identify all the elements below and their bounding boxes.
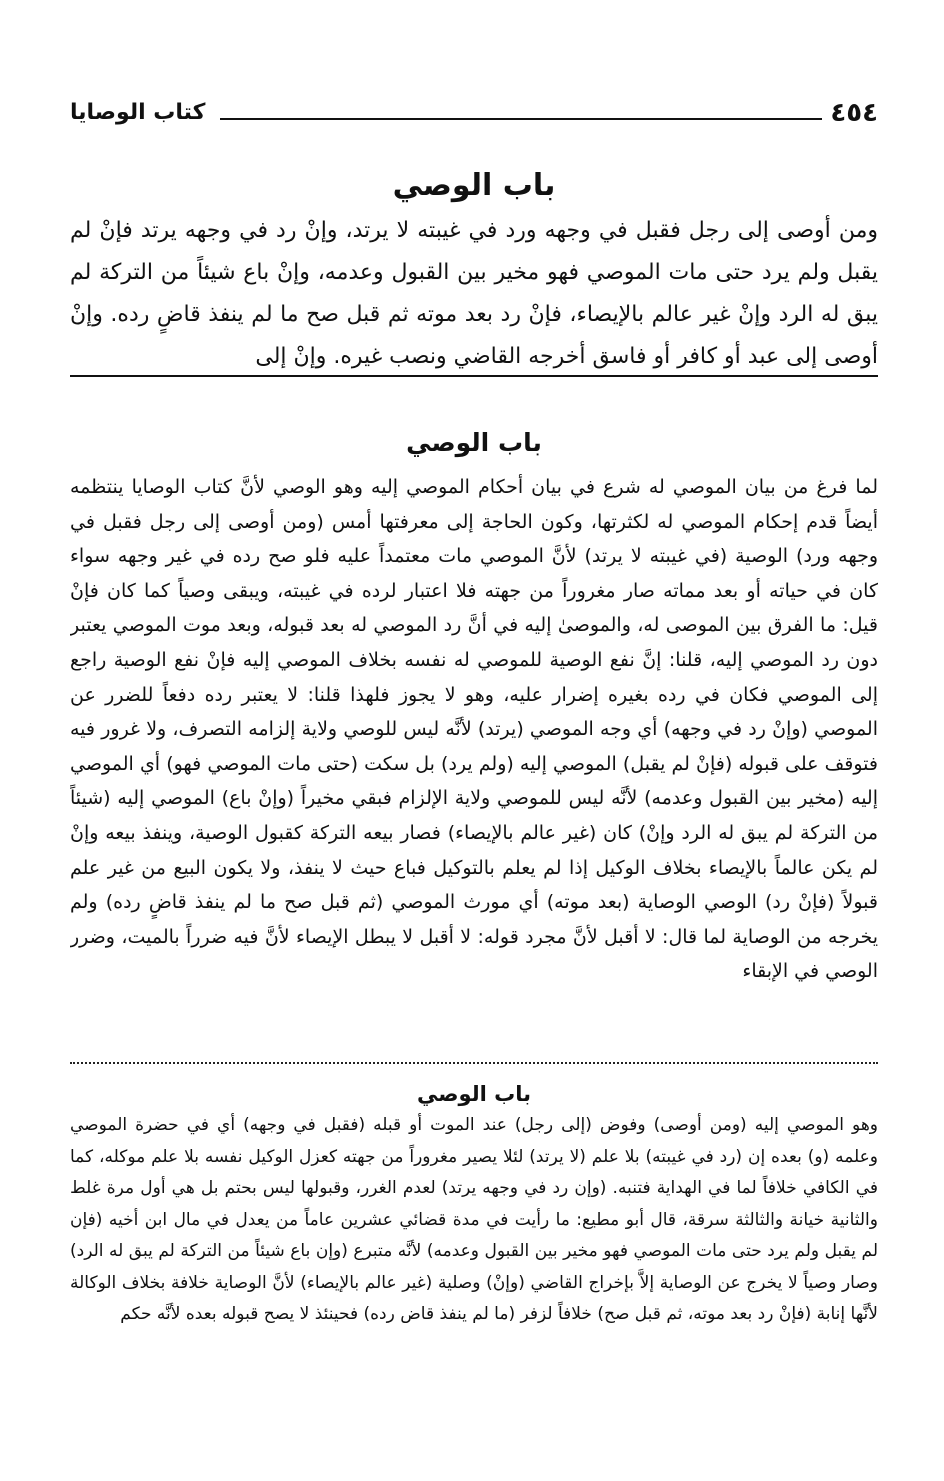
commentary-divider	[70, 1062, 878, 1064]
matn-divider	[70, 375, 878, 377]
running-title: كتاب الوصايا	[70, 100, 206, 125]
page-header	[70, 98, 878, 132]
matn-text: ومن أوصى إلى رجل فقبل في وجهه ورد في غيبته لا يرتد، وإنْ رد في وجهه يرتد فإنْ لم يقبل ولم يرد حتى مات الموصي فهو مخير بين القبول وعدمه، وإنْ باع شيئاً من التركة لم يبق له الرد وإنْ غير عالم بالإيصاء، فإنْ رد بعد موته ثم قبل صح ما لم ينفذ قاضٍ رده. وإنْ أوصى إلى عبد أو كافر أو فاسق أخرجه القاضي ونصب غيره. وإنْ إلى	[70, 218, 878, 369]
section1-heading: باب الوصي	[392, 168, 556, 203]
commentary-text-1: لما فرغ من بيان الموصي له شرع في بيان أحكام الموصي إليه وهو الوصي لأنَّ كتاب الوصايا ينتظمه أيضاً قدم إحكام الموصي له لكثرتها، وكون الحاجة إلى معرفتها أمس (ومن أوصى إلى رجل فقبل في وجهه ورد) الوصية (في غيبته لا يرتد) لأنَّ الموصي مات معتمداً عليه فلو صح رده في غير وجهه سواء كان في حياته أو بعد مماته صار مغروراً من جهته فلا اعتبار لرده في غيبته، ويبقى وصياً كما كان فإنْ قيل: ما الفرق بين الموصى له، والموصىٰ إليه في أنَّ رد الموصي له بعد قبوله، وبعد موت الموصي يعتبر دون رد الموصي إليه، قلنا: إنَّ نفع الوصية للموصي له نفسه بخلاف الموصي إليه فإنْ نفع الوصية راجع إلى الموصي فكان في رده بغيره إضرار عليه، وهو لا يجوز فلهذا قلنا: لا يعتبر رده دفعاً للضرر عن الموصي (وإنْ رد في وجهه) أي وجه الموصي (يرتد) لأنَّه ليس للوصي ولاية إلزامه التصرف، ولا غرور فيه فتوقف على قبوله (فإنْ لم يقبل) الموصي إليه (ولم يرد) بل سكت (حتى مات الموصي فهو) أي الموصي إليه (مخير بين القبول وعدمه) لأنَّه ليس للموصي ولاية الإلزام فبقي مخيراً (وإنْ باع) الموصي إليه (شيئاً من التركة لم يبق له الرد وإنْ) كان (غير عالم بالإيصاء) فصار بيعه التركة كقبول الوصية، وينفذ بيعه وإنْ لم يكن عالماً بالإيصاء بخلاف الوكيل إذا لم يعلم بالتوكيل فباع حيث لا ينفذ، ولا يكون البيع من غير علم قبولاً (فإنْ رد) الوصي الوصاية (بعد موته) أي مورث الموصي (ثم قبل صح ما لم ينفذ قاضٍ رده) ولم يخرجه من الوصاية لما قال: لا أقبل لأنَّ مجرد قوله: لا أقبل لا يبطل الإيصاء لأنَّ فيه ضرراً بالميت، وضرر الوصي في الإبقاء	[70, 476, 878, 983]
commentary-text-2: وهو الموصي إليه (ومن أوصى) وفوض (إلى رجل) عند الموت أو قبله (فقبل في وجهه) أي في حضرة الموصي وعلمه (و) بعده إن (رد في غيبته) بلا علم (لا يرتد) لئلا يصير مغروراً من جهته كعزل الوكيل نفسه بلا علم موكله، كما في الكافي خلافاً لما في الهداية فتنبه. (وإن رد في وجهه يرتد) لعدم الغرر، وقبولها ليس بحتم بل هي أول مرة غلط والثانية خيانة والثالثة سرقة، قال أبو مطيع: ما رأيت في مدة قضائي عشرين عاماً من يعدل في مال ابن أخيه (فإن لم يقبل ولم يرد حتى مات الموصي فهو مخير بين القبول وعدمه) لأنَّه متبرع (وإن باع شيئاً من التركة لم يبق له الرد) وصار وصياً لا يخرج عن الوصاية إلاَّ بإخراج القاضي (وإنْ) وصلية (غير عالم بالإيصاء) لأنَّ الوصاية خلافة بخلاف الوكالة لأنَّها إنابة (فإنْ رد بعد موته، ثم قبل صح) خلافاً لزفر (ما لم ينفذ قاض رده) فحينئذ لا يصح قبوله بعده لأنَّه حكم	[70, 1115, 878, 1324]
section3-heading: باب الوصي	[417, 1082, 531, 1106]
section2-heading: باب الوصي	[406, 428, 542, 457]
header-rule	[220, 118, 822, 120]
page-number: ٤٥٤	[830, 98, 878, 128]
